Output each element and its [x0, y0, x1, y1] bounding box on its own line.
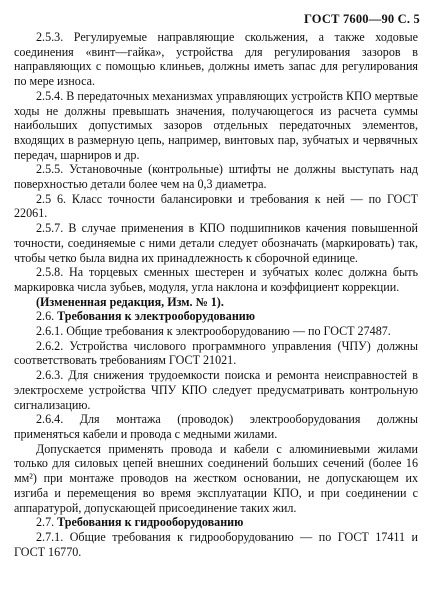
paragraph-2-6-2: 2.6.2. Устройства числового программного управления (ЧПУ) должны соответствовать требованиям ГОСТ 21021.	[14, 338, 418, 368]
section-heading-2-6	[14, 309, 418, 324]
section-heading-2-7	[14, 515, 418, 530]
paragraph-2-5-6: 2.5 6. Класс точности балансировки и требования к ней — по ГОСТ 22061.	[14, 191, 418, 221]
page-header: ГОСТ 7600—90 С. 5	[303, 12, 420, 26]
paragraph-2-6-4: 2.6.4. Для монтажа (проводок) электрооборудования должны применяться кабели и провода с медными жилами.	[14, 412, 418, 441]
paragraph-2-7-1: 2.7.1. Общие требования к гидрооборудованию — по ГОСТ 17411 и ГОСТ 16770.	[14, 529, 418, 559]
amendment-note: (Измененная редакция, Изм. № 1).	[36, 294, 224, 309]
paragraph-2-5-5: 2.5.5. Установочные (контрольные) штифты не должны выступать над поверхностью детали более чем на 0,3 диаметра.	[14, 162, 418, 192]
paragraph-2-5-3: 2.5.3. Регулируемые направляющие скольжения, а также ходовые соединения «винт—гайка», устройства для регулирования зазоров в направляющих с помощью клиньев, должны иметь запас для регулирования по мере износа.	[14, 30, 418, 89]
paragraph-2-5-7: 2.5.7. В случае применения в КПО подшипников качения повышенной точности, соединяемые с ними детали следует обозначать (маркировать) так, чтобы четко была видна их принадлежность к сборочной единице.	[14, 221, 418, 265]
page-content	[14, 30, 418, 559]
paragraph-2-5-8: 2.5.8. На торцевых сменных шестерен и зубчатых колес должна быть маркировка числа зубьев, модуля, угла наклона и коэффициент коррекции.	[14, 265, 418, 294]
section-title-2-6: Требования к электрооборудованию	[57, 309, 256, 324]
section-title-2-7: Требования к гидрооборудованию	[57, 515, 244, 530]
paragraph-aluminium-allowance: Допускается применять провода и кабели с алюминиевыми жилами только для силовых цепей внешних соединений больших сечений (более 16 мм²) при монтаже проводов на жестком основании, не допускающем их изгиба и перемещения во время эксплуатации КПО, и при соединении с аппаратурой, допускающей присоединение таких жил.	[14, 441, 418, 515]
paragraph-2-6-1: 2.6.1. Общие требования к электрооборудованию — по ГОСТ 27487.	[36, 324, 391, 339]
paragraph-2-6-3: 2.6.3. Для снижения трудоемкости поиска и ремонта неисправностей в электросхеме устройства ЧПУ КПО следует предусматривать контрольную сигнализацию.	[14, 368, 418, 412]
section-number-2-7: 2.7.	[36, 515, 58, 530]
section-number-2-6: 2.6.	[36, 309, 58, 324]
paragraph-2-5-4: 2.5.4. В передаточных механизмах управляющих устройств КПО мертвые ходы не должны превышать значения, получающегося из расчета суммы наибольших допустимых зазоров отдельных передаточных элементов, входящих в размерную цепь, например, винтовых пар, зубчатых и червячных передач, шарниров и др.	[14, 88, 418, 162]
